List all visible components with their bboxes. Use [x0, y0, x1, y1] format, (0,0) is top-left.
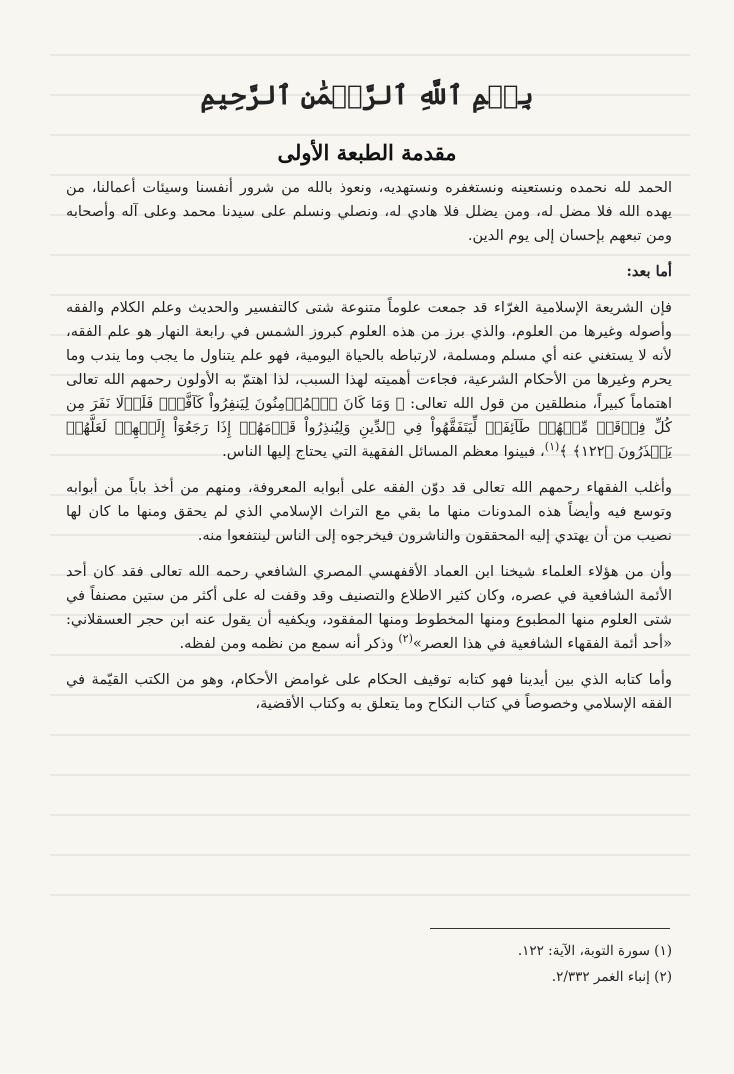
- paragraph-sharia: [66, 296, 672, 464]
- footnotes: [66, 938, 672, 990]
- basmala-calligraphy: بِسۡمِ ٱللَّهِ ٱلرَّحۡمَٰنِ ٱلرَّحِيمِ: [200, 81, 534, 111]
- paragraph-author: [66, 560, 672, 656]
- paragraph-author-text: وأن من هؤلاء العلماء شيخنا ابن العماد الأقفهسي المصري الشافعي رحمه الله تعالى فقد كان أحد الأئمة الشافعية في عصره، وكان كثير الاطلاع والتصنيف وقد وقفت له على أكثر من ستين مصنفاً في شتى العلوم منها المطبوع ومنها المخطوط ومنها المفقود، ويكفيه أن يقول عنه ابن حجر العسقلاني: «أحد أئمة الفقهاء الشافعية في هذا العصر»: [66, 563, 672, 652]
- paragraph-author-end: وذكر أنه سمع من نظمه ومن لفظه.: [179, 635, 399, 652]
- footnote-ref-1: (١): [544, 440, 560, 454]
- footnote-ref-2: (٢): [398, 632, 413, 646]
- footnote-1: (١) سورة التوبة، الآية: ١٢٢.: [517, 943, 672, 959]
- paragraph-book: وأما كتابه الذي بين أيدينا فهو كتابه توقيف الحكام على غوامض الأحكام، وهو من الكتب القيّمة في الفقه الإسلامي وخصوصاً في كتاب النكاح وما يتعلق به وكتاب الأقضية،: [66, 671, 672, 712]
- paragraph-sharia-text: فإن الشريعة الإسلامية الغرّاء قد جمعت علوماً متنوعة شتى كالتفسير والحديث وعلم الكلام والفقه وأصوله وغيرها من العلوم، والذي برز من هذه العلوم كبروز الشمس في رابعة النهار هو علم الفقه، لأنه لا يستغني عنه أي مسلم ومسلمة، لارتباطه بالحياة اليومية، فهو علم يتناول ما يجب وما يندب وما يحرم وغيرها من الأحكام الشرعية، فجاءت أهميته لهذا السبب، لذا اهتمّ به الأولون رحمهم الله تعالى اهتماماً كبيراً، منطلقين من قول الله تعالى: ﴿ وَمَا كَانَ ٱلۡمُؤۡمِنُونَ لِيَنفِرُواْ كَآفَّةٗۚ فَلَوۡلَا نَفَرَ مِن كُلِّ فِرۡقَةٖ مِّنۡهُمۡ طَآئِفَةٞ لِّيَتَفَقَّهُواْ فِي ٱلدِّينِ وَلِيُنذِرُواْ قَوۡمَهُمۡ إِذَا رَجَعُوٓاْ إِلَيۡهِمۡ لَعَلَّهُمۡ يَحۡذَرُونَ ﴿١٢٢﴾ ﴾: [66, 299, 672, 460]
- paragraph-jurists: وأغلب الفقهاء رحمهم الله تعالى قد دوّن الفقه على أبوابه المعروفة، ومنهم من أخذ باباً من أبوابه وتوسع فيه وأيضاً هذه المدونات منها ما بقي مع التراث الإسلامي الذي لم يحقق ومنها ما كان لها نصيب من أن يهتدي إليه المحققون والناشرون فيخرجوه إلى الناس لينتفعوا منه.: [66, 479, 672, 544]
- section-heading: أما بعد:: [626, 263, 672, 280]
- footnote-2: (٢) إنباء الغمر ٢/٣٣٢.: [551, 969, 672, 985]
- page-title: مقدمة الطبعة الأولى: [277, 140, 457, 165]
- footnote-separator: [430, 928, 670, 929]
- body-text: [66, 176, 672, 728]
- paragraph-opening: الحمد لله نحمده ونستعينه ونستغفره ونستهديه، ونعوذ بالله من شرور أنفسنا وسيئات أعمالنا، من يهده الله فلا مضل له، ومن يضلل فلا هادي له، ونصلي ونسلم على سيدنا محمد وعلى آله وأصحابه ومن تبعهم بإحسان إلى يوم الدين.: [66, 179, 672, 244]
- paragraph-sharia-end: ، فبينوا معظم المسائل الفقهية التي يحتاج إليها الناس.: [222, 443, 545, 460]
